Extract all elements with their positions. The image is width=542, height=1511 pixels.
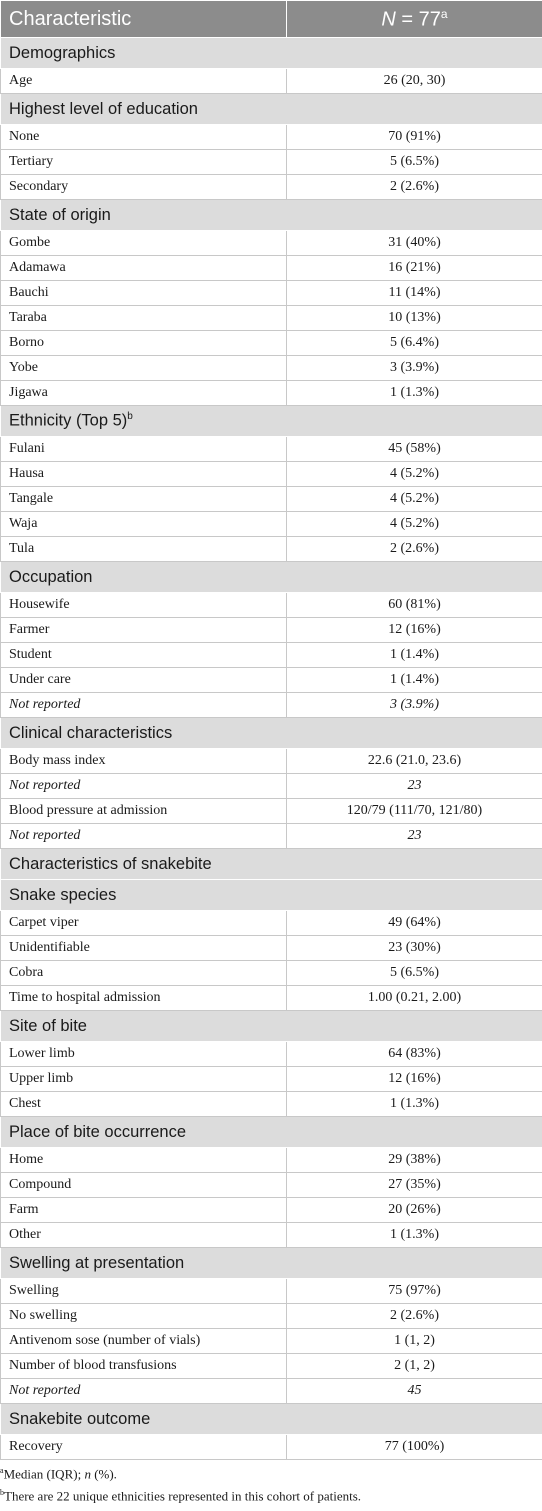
table-row bbox=[1, 1223, 542, 1248]
row-value: 29 (38%) bbox=[287, 1148, 542, 1173]
table-row bbox=[1, 824, 542, 849]
row-value: 12 (16%) bbox=[287, 618, 542, 643]
table-row bbox=[1, 1148, 542, 1173]
section-title-text: Highest level of education bbox=[9, 99, 198, 118]
section-title bbox=[1, 406, 542, 437]
row-value: 45 (58%) bbox=[287, 437, 542, 462]
row-value: 16 (21%) bbox=[287, 256, 542, 281]
row-label: Bauchi bbox=[1, 281, 287, 306]
row-value: 27 (35%) bbox=[287, 1173, 542, 1198]
n-footnote-mark: a bbox=[440, 6, 448, 21]
table-row bbox=[1, 986, 542, 1011]
row-label: Fulani bbox=[1, 437, 287, 462]
table-row bbox=[1, 618, 542, 643]
row-value: 120/79 (111/70, 121/80) bbox=[287, 799, 542, 824]
section-footnote-mark: b bbox=[127, 411, 133, 423]
row-value: 64 (83%) bbox=[287, 1042, 542, 1067]
row-label: Farmer bbox=[1, 618, 287, 643]
n-value: = 77 bbox=[395, 8, 441, 31]
row-label: Gombe bbox=[1, 231, 287, 256]
section-title-text: Snake species bbox=[9, 885, 117, 904]
table-row bbox=[1, 1329, 542, 1354]
table-header-row bbox=[1, 1, 542, 38]
row-value: 60 (81%) bbox=[287, 593, 542, 618]
table-row bbox=[1, 1067, 542, 1092]
table-row bbox=[1, 643, 542, 668]
row-label: Other bbox=[1, 1223, 287, 1248]
row-label: Cobra bbox=[1, 961, 287, 986]
row-label: Not reported bbox=[1, 824, 287, 849]
section-title bbox=[1, 1011, 542, 1042]
section-title-text: Characteristics of snakebite bbox=[9, 854, 212, 873]
row-label: Not reported bbox=[1, 693, 287, 718]
row-value: 45 bbox=[287, 1379, 542, 1404]
table-row bbox=[1, 1279, 542, 1304]
row-value: 5 (6.5%) bbox=[287, 961, 542, 986]
row-label: Under care bbox=[1, 668, 287, 693]
footnote-b-text: There are 22 unique ethnicities represented in this cohort of patients. bbox=[4, 1488, 362, 1504]
section-title bbox=[1, 200, 542, 231]
section-title bbox=[1, 718, 542, 749]
row-value: 77 (100%) bbox=[287, 1435, 542, 1460]
row-label: None bbox=[1, 125, 287, 150]
row-label: No swelling bbox=[1, 1304, 287, 1329]
row-label: Secondary bbox=[1, 175, 287, 200]
table-row bbox=[1, 331, 542, 356]
section-header-row bbox=[1, 38, 542, 69]
row-value: 2 (2.6%) bbox=[287, 537, 542, 562]
row-label: Farm bbox=[1, 1198, 287, 1223]
row-label: Number of blood transfusions bbox=[1, 1354, 287, 1379]
row-label: Taraba bbox=[1, 306, 287, 331]
table-row bbox=[1, 356, 542, 381]
row-value: 1 (1.3%) bbox=[287, 1092, 542, 1117]
table-row bbox=[1, 437, 542, 462]
table-row bbox=[1, 69, 542, 94]
section-header-row bbox=[1, 849, 542, 880]
row-label: Blood pressure at admission bbox=[1, 799, 287, 824]
section-header-row bbox=[1, 562, 542, 593]
row-value: 23 (30%) bbox=[287, 936, 542, 961]
section-title-text: State of origin bbox=[9, 205, 111, 224]
row-label: Body mass index bbox=[1, 749, 287, 774]
table-row bbox=[1, 1304, 542, 1329]
footnote-a bbox=[0, 1466, 117, 1482]
section-title bbox=[1, 1248, 542, 1279]
row-value: 2 (2.6%) bbox=[287, 175, 542, 200]
table-row bbox=[1, 1173, 542, 1198]
table-row bbox=[1, 1092, 542, 1117]
row-value: 75 (97%) bbox=[287, 1279, 542, 1304]
section-header-row bbox=[1, 1011, 542, 1042]
row-label: Tula bbox=[1, 537, 287, 562]
section-title bbox=[1, 880, 542, 911]
row-value: 1 (1.4%) bbox=[287, 668, 542, 693]
row-label: Home bbox=[1, 1148, 287, 1173]
row-label: Tangale bbox=[1, 487, 287, 512]
table-row bbox=[1, 693, 542, 718]
row-label: Not reported bbox=[1, 774, 287, 799]
section-header-row bbox=[1, 1117, 542, 1148]
table-row bbox=[1, 381, 542, 406]
table-row bbox=[1, 1354, 542, 1379]
section-header-row bbox=[1, 1404, 542, 1435]
row-value: 12 (16%) bbox=[287, 1067, 542, 1092]
row-label: Chest bbox=[1, 1092, 287, 1117]
section-title-text: Swelling at presentation bbox=[9, 1253, 185, 1272]
row-value: 1.00 (0.21, 2.00) bbox=[287, 986, 542, 1011]
row-value: 49 (64%) bbox=[287, 911, 542, 936]
row-label: Time to hospital admission bbox=[1, 986, 287, 1011]
row-value: 70 (91%) bbox=[287, 125, 542, 150]
section-title bbox=[1, 562, 542, 593]
row-value: 4 (5.2%) bbox=[287, 462, 542, 487]
footnote-a-n: n bbox=[84, 1466, 91, 1482]
section-header-row bbox=[1, 880, 542, 911]
footnote-a-mark: a bbox=[0, 1466, 4, 1475]
row-label: Carpet viper bbox=[1, 911, 287, 936]
row-label: Unidentifiable bbox=[1, 936, 287, 961]
row-value: 1 (1.3%) bbox=[287, 381, 542, 406]
section-title-text: Place of bite occurrence bbox=[9, 1122, 187, 1141]
section-title-text: Demographics bbox=[9, 43, 116, 62]
table-row bbox=[1, 593, 542, 618]
footnote-b bbox=[0, 1488, 361, 1504]
section-header-row bbox=[1, 406, 542, 437]
table-row bbox=[1, 281, 542, 306]
section-title-text: Ethnicity (Top 5) bbox=[9, 411, 128, 430]
row-label: Housewife bbox=[1, 593, 287, 618]
table-row bbox=[1, 125, 542, 150]
row-label: Upper limb bbox=[1, 1067, 287, 1092]
section-title bbox=[1, 849, 542, 880]
table-row bbox=[1, 1198, 542, 1223]
section-header-row bbox=[1, 94, 542, 125]
section-title-text: Site of bite bbox=[9, 1016, 87, 1035]
row-value: 26 (20, 30) bbox=[287, 69, 542, 94]
row-value: 20 (26%) bbox=[287, 1198, 542, 1223]
table-row bbox=[1, 306, 542, 331]
table-row bbox=[1, 175, 542, 200]
table-row bbox=[1, 537, 542, 562]
table-row bbox=[1, 1435, 542, 1460]
row-value: 4 (5.2%) bbox=[287, 487, 542, 512]
table-row bbox=[1, 668, 542, 693]
n-column-header bbox=[287, 1, 542, 38]
table-row bbox=[1, 774, 542, 799]
table-row bbox=[1, 911, 542, 936]
table-row bbox=[1, 799, 542, 824]
row-value: 10 (13%) bbox=[287, 306, 542, 331]
row-label: Hausa bbox=[1, 462, 287, 487]
row-label: Yobe bbox=[1, 356, 287, 381]
section-title bbox=[1, 1404, 542, 1435]
row-label: Age bbox=[1, 69, 287, 94]
row-value: 1 (1, 2) bbox=[287, 1329, 542, 1354]
row-value: 31 (40%) bbox=[287, 231, 542, 256]
row-label: Lower limb bbox=[1, 1042, 287, 1067]
table-row bbox=[1, 1042, 542, 1067]
row-label: Swelling bbox=[1, 1279, 287, 1304]
row-value: 5 (6.4%) bbox=[287, 331, 542, 356]
row-value: 1 (1.4%) bbox=[287, 643, 542, 668]
table-row bbox=[1, 961, 542, 986]
row-label: Not reported bbox=[1, 1379, 287, 1404]
row-value: 23 bbox=[287, 774, 542, 799]
table-row bbox=[1, 749, 542, 774]
table-row bbox=[1, 256, 542, 281]
row-value: 23 bbox=[287, 824, 542, 849]
row-value: 5 (6.5%) bbox=[287, 150, 542, 175]
table-row bbox=[1, 462, 542, 487]
footnote-a-text: Median (IQR); bbox=[3, 1466, 85, 1482]
table-row bbox=[1, 1379, 542, 1404]
row-label: Recovery bbox=[1, 1435, 287, 1460]
row-label: Tertiary bbox=[1, 150, 287, 175]
row-label: Jigawa bbox=[1, 381, 287, 406]
footnote-a-tail: (%). bbox=[90, 1466, 117, 1482]
section-title-text: Clinical characteristics bbox=[9, 723, 173, 742]
row-value: 4 (5.2%) bbox=[287, 512, 542, 537]
row-label: Adamawa bbox=[1, 256, 287, 281]
row-label: Student bbox=[1, 643, 287, 668]
table-row bbox=[1, 512, 542, 537]
row-label: Compound bbox=[1, 1173, 287, 1198]
row-label: Antivenom sose (number of vials) bbox=[1, 1329, 287, 1354]
section-title bbox=[1, 1117, 542, 1148]
row-value: 2 (1, 2) bbox=[287, 1354, 542, 1379]
row-value: 3 (3.9%) bbox=[287, 693, 542, 718]
row-value: 2 (2.6%) bbox=[287, 1304, 542, 1329]
row-label: Waja bbox=[1, 512, 287, 537]
table-row bbox=[1, 231, 542, 256]
section-title bbox=[1, 94, 542, 125]
section-header-row bbox=[1, 718, 542, 749]
table-row bbox=[1, 150, 542, 175]
table-row bbox=[1, 487, 542, 512]
table-row bbox=[1, 936, 542, 961]
table-body bbox=[1, 38, 542, 1460]
section-title-text: Snakebite outcome bbox=[9, 1409, 151, 1428]
row-value: 3 (3.9%) bbox=[287, 356, 542, 381]
section-header-row bbox=[1, 200, 542, 231]
section-title bbox=[1, 38, 542, 69]
row-value: 22.6 (21.0, 23.6) bbox=[287, 749, 542, 774]
n-symbol: N bbox=[381, 8, 396, 31]
section-header-row bbox=[1, 1248, 542, 1279]
characteristic-column-header: Characteristic bbox=[1, 1, 287, 38]
row-value: 1 (1.3%) bbox=[287, 1223, 542, 1248]
section-title-text: Occupation bbox=[9, 567, 93, 586]
footnote-b-mark: b bbox=[0, 1488, 4, 1497]
row-value: 11 (14%) bbox=[287, 281, 542, 306]
row-label: Borno bbox=[1, 331, 287, 356]
